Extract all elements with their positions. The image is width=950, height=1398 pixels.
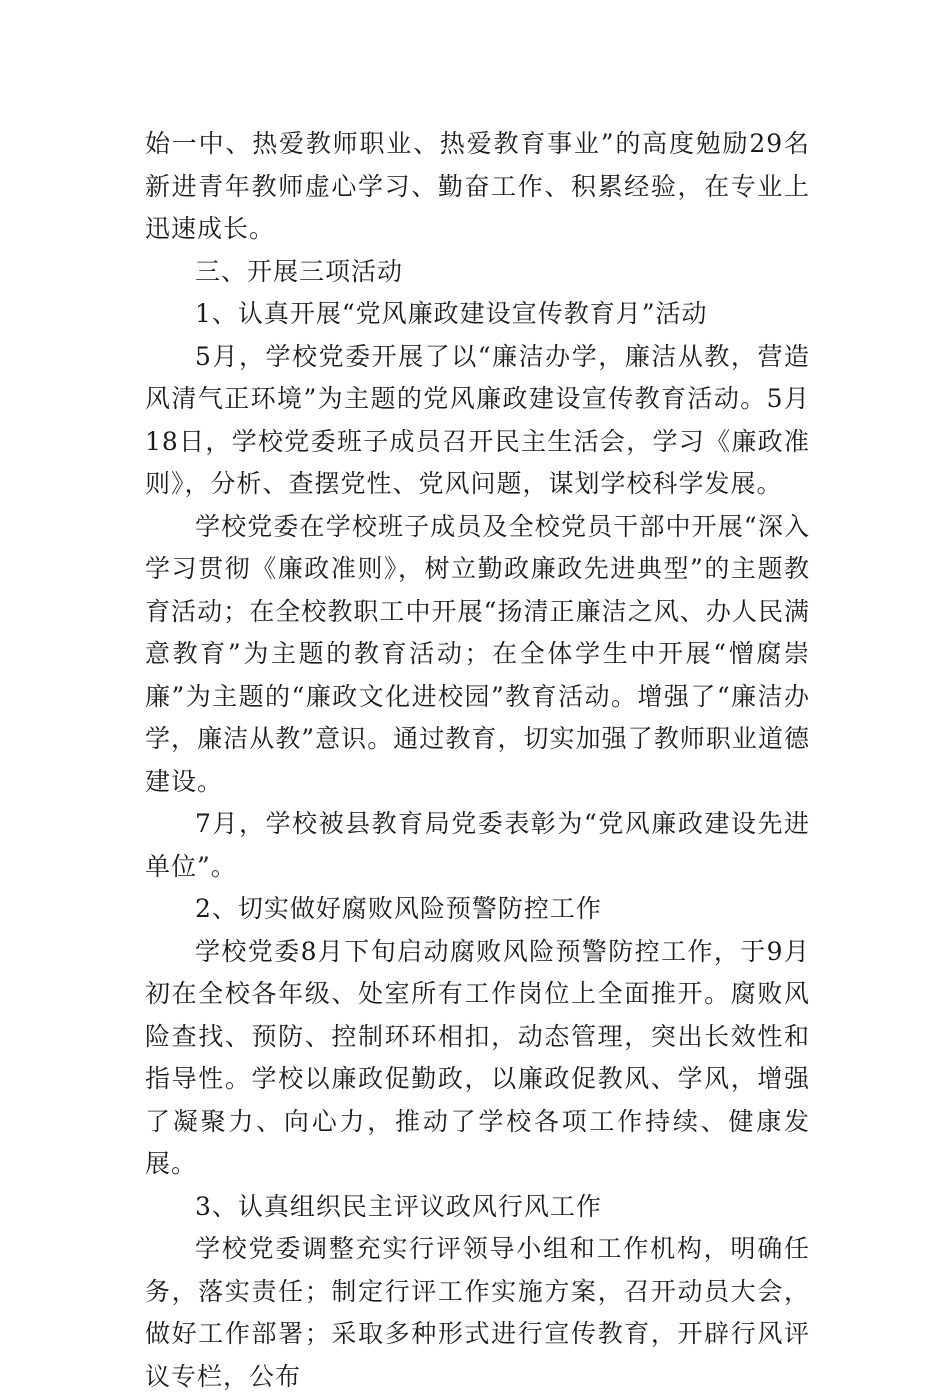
subheading-risk-prevention: 2、切实做好腐败风险预警防控工作 (195, 894, 602, 923)
document-page (145, 123, 810, 1398)
paragraph-theme-education: 学校党委在学校班子成员及全校党员干部中开展“深入学习贯彻《廉政准则》，树立勤政廉政先进典型”的主题教育活动；在全校教职工中开展“扬清正廉洁之风、办人民满意教育”为主题的教育活动；在全体学生中开展“憎腐崇廉”为主题的“廉政文化进校园”教育活动。增强了“廉洁办学，廉洁从教”意识。通过教育，切实加强了教师职业道德建设。 (145, 511, 810, 796)
subheading-education-month: 1、认真开展“党风廉政建设宣传教育月”活动 (195, 299, 708, 328)
paragraph-risk-prevention: 学校党委8月下旬启动腐败风险预警防控工作，于9月初在全校各年级、处室所有工作岗位上全面推开。腐败风险查找、预防、控制环环相扣，动态管理，突出长效性和指导性。学校以廉政促勤政，以廉政促教风、学风，增强了凝聚力、向心力，推动了学校各项工作持续、健康发展。 (145, 936, 810, 1178)
paragraph-democratic-review: 学校党委调整充实行评领导小组和工作机构，明确任务，落实责任；制定行评工作实施方案，召开动员大会，做好工作部署；采取多种形式进行宣传教育，开辟行风评议专栏，公布 (145, 1234, 810, 1391)
paragraph-continuation: 始一中、热爱教师职业、热爱教育事业”的高度勉励29名新进青年教师虚心学习、勤奋工作、积累经验，在专业上迅速成长。 (145, 129, 810, 243)
paragraph-july-award: 7月，学校被县教育局党委表彰为“党风廉政建设先进单位”。 (145, 809, 810, 881)
subheading-democratic-review: 3、认真组织民主评议政风行风工作 (195, 1191, 602, 1221)
section-heading-three-activities: 三、开展三项活动 (195, 256, 404, 286)
paragraph-may-activity: 5月，学校党委开展了以“廉洁办学，廉洁从教，营造风清气正环境”为主题的党风廉政建设宣传教育活动。5月18日，学校党委班子成员召开民主生活会，学习《廉政准则》，分析、查摆党性、党风问题，谋划学校科学发展。 (145, 341, 810, 498)
